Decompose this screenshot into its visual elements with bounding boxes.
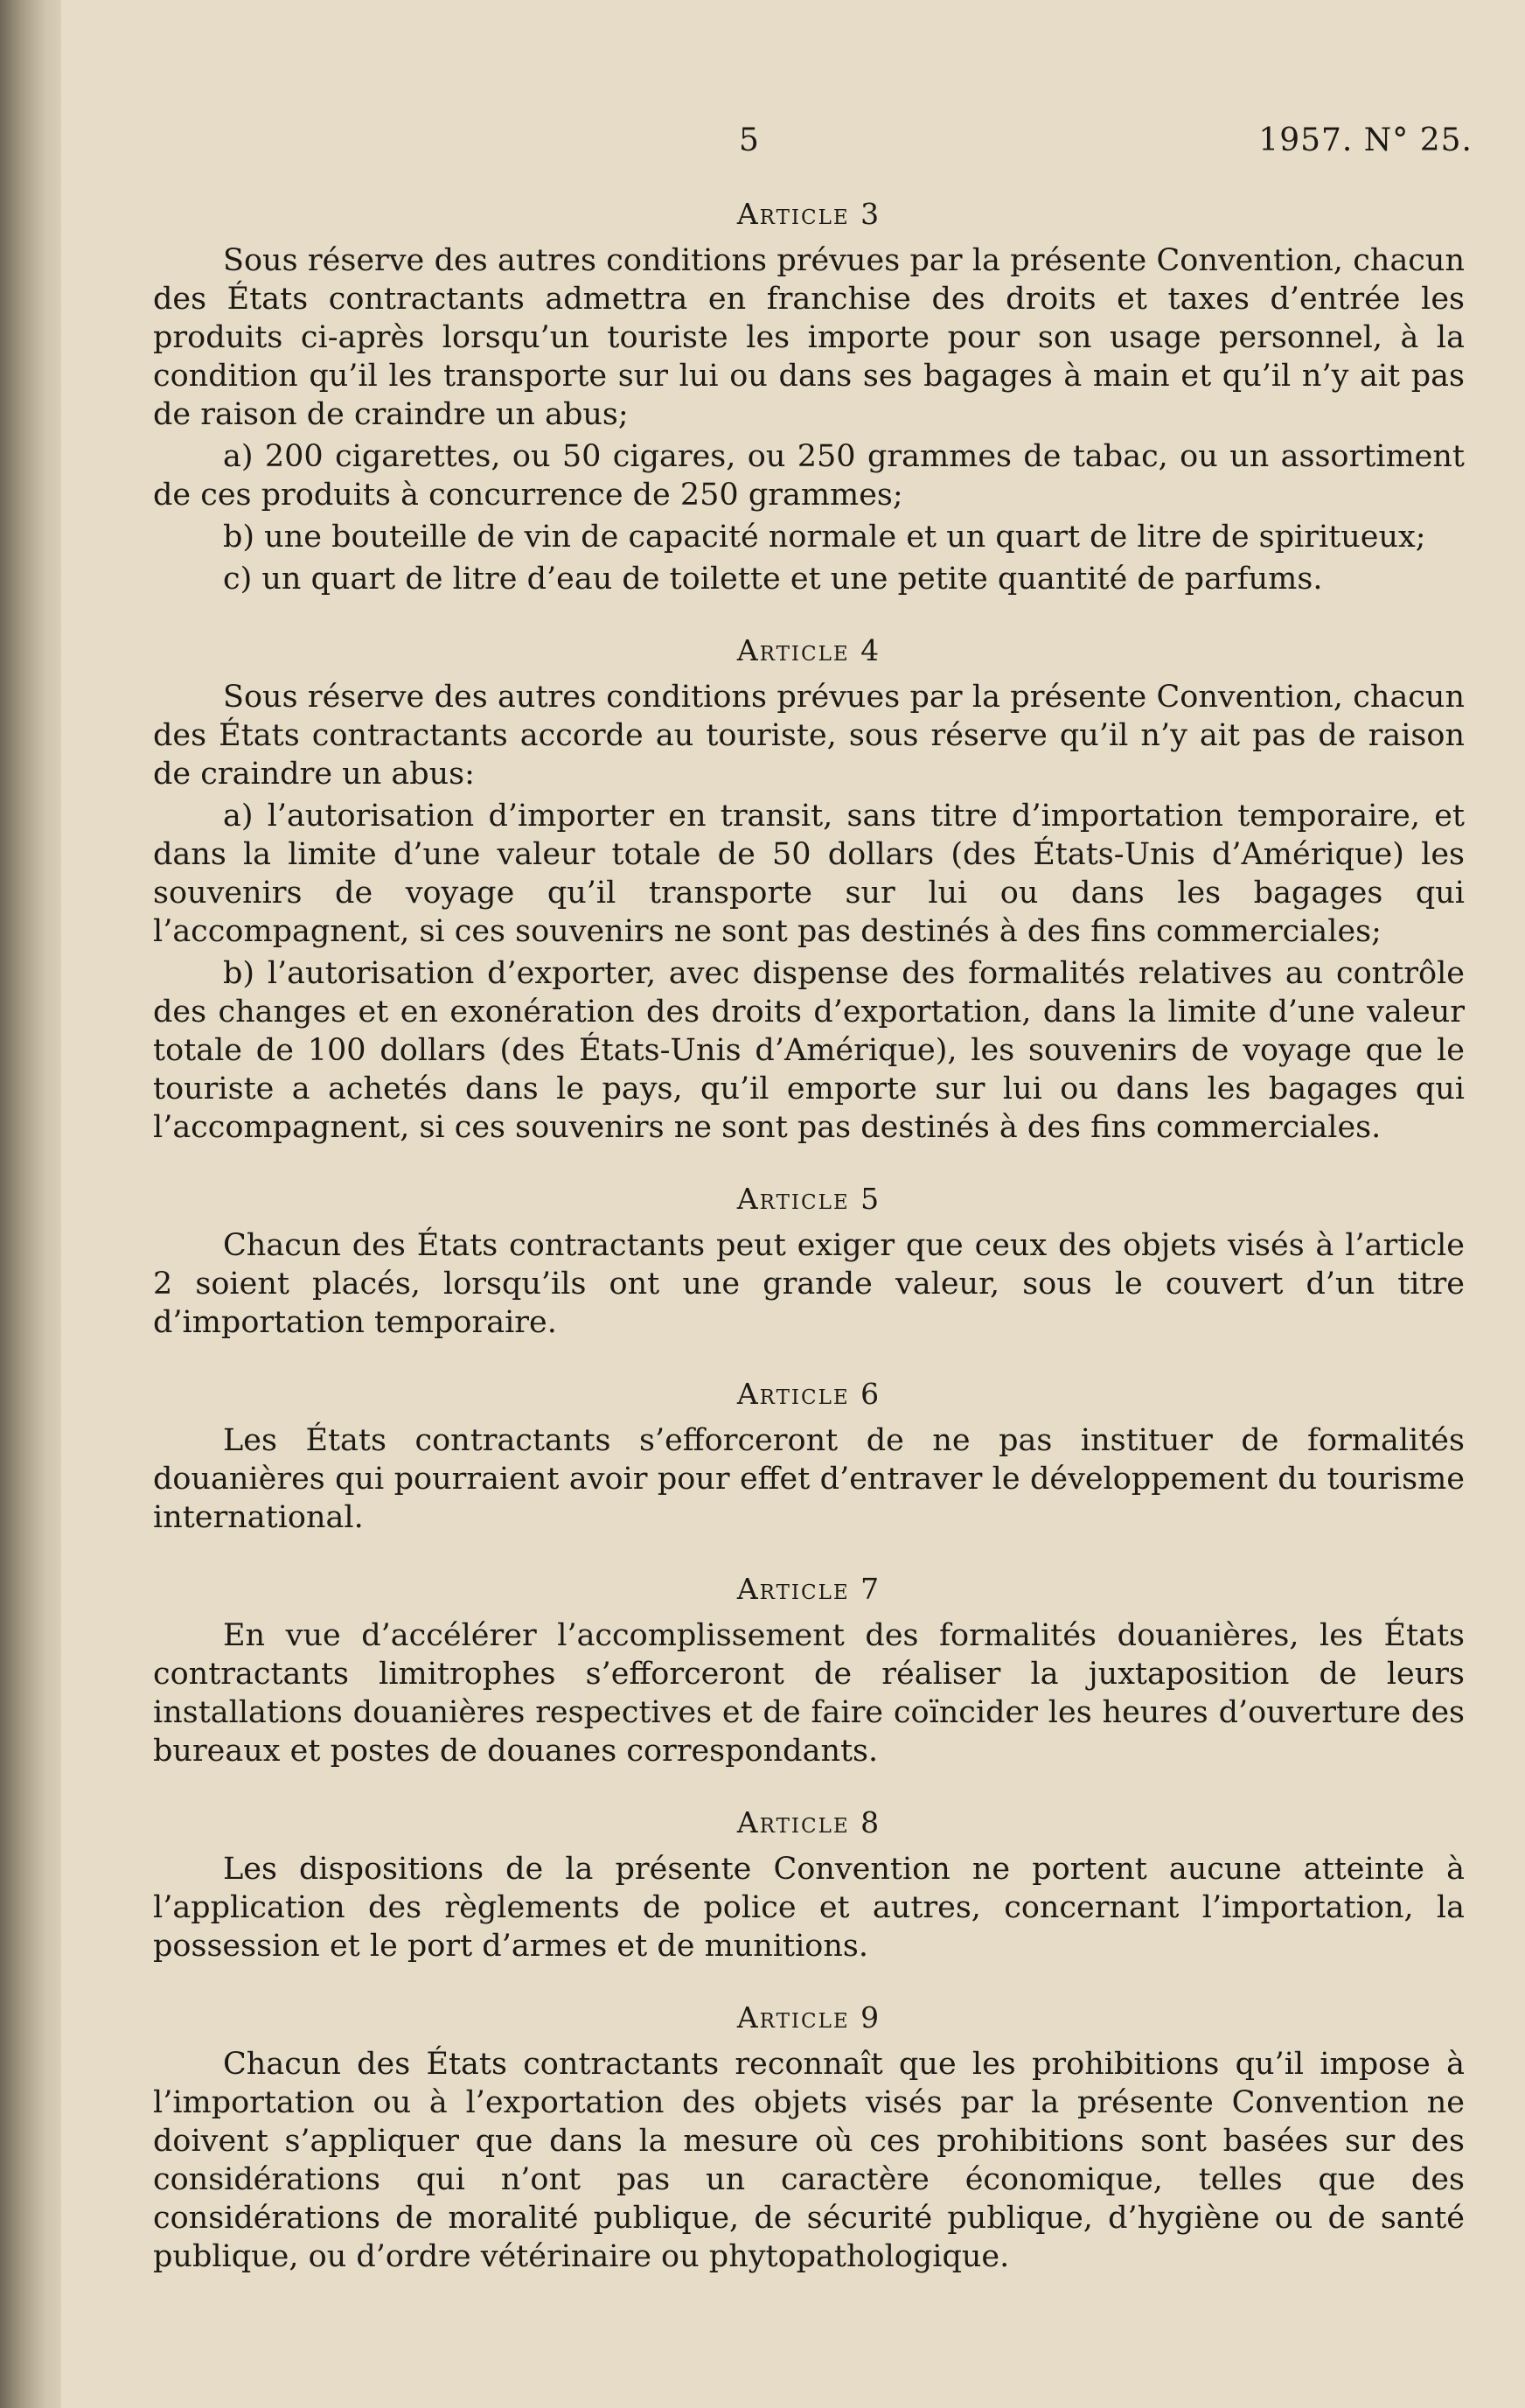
article-5 — [153, 1182, 1465, 1342]
article-paragraph: Sous réserve des autres conditions prévues par la présente Convention, chacun des États contractants accorde au touriste, sous réserve qu’il n’y ait pas de raison de craindre un abus: — [153, 680, 1465, 792]
article-heading: Article 7 — [736, 1572, 881, 1606]
article-7 — [153, 1572, 1465, 1770]
article-3 — [153, 197, 1465, 598]
book-spine-shadow — [0, 0, 61, 2408]
article-heading: Article 8 — [736, 1805, 881, 1839]
article-4 — [153, 633, 1465, 1147]
article-heading: Article 6 — [736, 1377, 881, 1411]
article-paragraph: Les États contractants s’efforceront de ne pas instituer de formalités douanières qui pourraient avoir pour effet d’entraver le développement du tourisme international. — [153, 1423, 1465, 1535]
article-heading: Article 5 — [736, 1182, 881, 1216]
document-page — [61, 0, 1525, 2408]
article-paragraph: Sous réserve des autres conditions prévues par la présente Convention, chacun des États contractants admettra en franchise des droits et taxes d’entrée les produits ci-après lorsqu’un touriste les importe pour son usage personnel, à la condition qu’il les transporte sur lui ou dans ses bagages à main et qu’il n’y ait pas de raison de craindre un abus; — [153, 243, 1465, 432]
article-paragraph: Chacun des États contractants reconnaît que les prohibitions qu’il impose à l’importation ou à l’exportation des objets visés par la présente Convention ne doivent s’appliquer que dans la mesure où ces prohibitions sont basées sur des considérations qui n’ont pas un caractère économique, telles que des considérations de moralité publique, de sécurité publique, d’hygiène ou de santé publique, ou d’ordre vétérinaire ou phytopathologique. — [153, 2047, 1465, 2274]
article-paragraph: Chacun des États contractants peut exiger que ceux des objets visés à l’article 2 soient placés, lorsqu’ils ont une grande valeur, sous le couvert d’un titre d’importation temporaire. — [153, 1228, 1465, 1340]
article-paragraph: a) 200 cigarettes, ou 50 cigares, ou 250 grammes de tabac, ou un assortiment de ces produits à concurrence de 250 grammes; — [153, 439, 1465, 513]
document-reference: 1957. N° 25. — [1258, 122, 1473, 158]
article-paragraph: c) un quart de litre d’eau de toilette et une petite quantité de parfums. — [223, 562, 1323, 597]
article-9 — [153, 2000, 1465, 2276]
page-number: 5 — [739, 122, 760, 158]
article-8 — [153, 1805, 1465, 1965]
article-paragraph: a) l’autorisation d’importer en transit, sans titre d’importation temporaire, et dans la limite d’une valeur totale de 50 dollars (des États-Unis d’Amérique) les souvenirs de voyage qu’il transporte sur lui ou dans les bagages qui l’accompagnent, si ces souvenirs ne sont pas destinés à des fins commerciales; — [153, 799, 1465, 949]
article-paragraph: b) une bouteille de vin de capacité normale et un quart de litre de spiritueux; — [223, 520, 1426, 555]
article-heading: Article 4 — [736, 633, 881, 667]
page-content — [153, 197, 1465, 2311]
article-heading: Article 9 — [736, 2000, 881, 2035]
article-paragraph: En vue d’accélérer l’accomplissement des formalités douanières, les États contractants limitrophes s’efforceront de réaliser la juxtaposition de leurs installations douanières respectives et de faire coïncider les heures d’ouverture des bureaux et postes de douanes correspondants. — [153, 1618, 1465, 1769]
article-paragraph: Les dispositions de la présente Convention ne portent aucune atteinte à l’application des règlements de police et autres, concernant l’importation, la possession et le port d’armes et de munitions. — [153, 1852, 1465, 1964]
article-paragraph: b) l’autorisation d’exporter, avec dispense des formalités relatives au contrôle des changes et en exonération des droits d’exportation, dans la limite d’une valeur totale de 100 dollars (des États-Unis d’Amérique), les souvenirs de voyage que le touriste a achetés dans le pays, qu’il emporte sur lui ou dans les bagages qui l’accompagnent, si ces souvenirs ne sont pas destinés à des fins commerciales. — [153, 956, 1465, 1145]
article-6 — [153, 1377, 1465, 1537]
article-heading: Article 3 — [736, 197, 881, 231]
